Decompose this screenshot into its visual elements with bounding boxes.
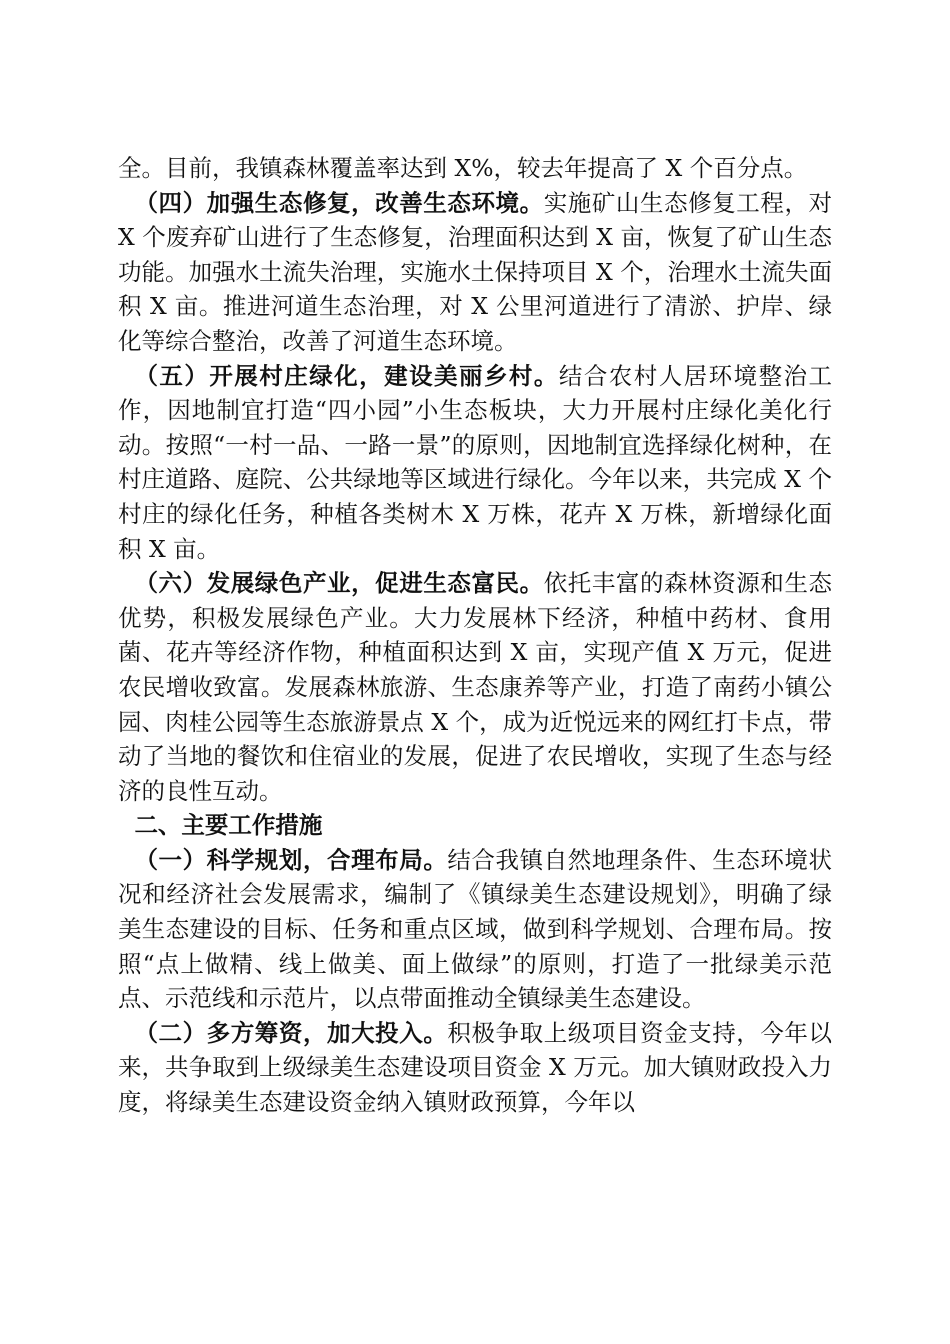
paragraph-body: 积极争取上级项目资金支持，今年以来，共争取到上级绿美生态建设项目资金 X 万元。加大镇财政投入力度，将绿美生态建设资金纳入镇财政预算，今年以: [118, 1018, 833, 1117]
paragraph-body: 实施矿山生态修复工程，对 X 个废弃矿山进行了生态修复，治理面积达到 X 亩，恢复了矿山生态功能。加强水土流失治理，实施水土保持项目 X 个，治理水土流失面积 X 亩。推进河道生态治理，对 X 公里河道进行了清淤、护岸、绿化等综合整治，改善了河道生态环境。: [118, 188, 833, 355]
paragraph-lead: （六）发展绿色产业，促进生态富民。: [134, 569, 544, 598]
paragraph-forest-coverage: [118, 151, 832, 186]
paragraph-village-greening: [118, 359, 832, 567]
paragraph-body: 结合我镇自然地理条件、生态环境状况和经济社会发展需求，编制了《镇绿美生态建设规划》，明确了绿美生态建设的目标、任务和重点区域，做到科学规划、合理布局。按照“点上做精、线上做美、面上做绿”的原则，打造了一批绿美示范点、示范线和示范片，以点带面推动全镇绿美生态建设。: [118, 845, 833, 1013]
paragraph-ecological-restoration: [118, 186, 832, 359]
document-page: [118, 151, 832, 1120]
paragraph-lead: （四）加强生态修复，改善生态环境。: [134, 188, 544, 217]
section-heading-main-measures: 二、主要工作措施: [134, 811, 323, 840]
paragraph-planning: [118, 843, 832, 1016]
paragraph-funding: [118, 1016, 832, 1120]
paragraph-body: 依托丰富的森林资源和生态优势，积极发展绿色产业。大力发展林下经济，种植中药材、食用菌、花卉等经济作物，种植面积达到 X 亩，实现产值 X 万元，促进农民增收致富。发展森林旅游、生态康养等产业，打造了南药小镇公园、肉桂公园等生态旅游景点 X 个，成为近悦远来的网红打卡点，带动了当地的餐饮和住宿业的发展，促进了农民增收，实现了生态与经济的良性互动。: [118, 569, 833, 805]
paragraph-body: 全。目前，我镇森林覆盖率达到 X%，较去年提高了 X 个百分点。: [118, 154, 808, 182]
paragraph-green-industry: [118, 566, 832, 808]
paragraph-lead: （五）开展村庄绿化，建设美丽乡村。: [134, 361, 559, 390]
paragraph-lead: （二）多方筹资，加大投入。: [134, 1018, 448, 1047]
paragraph-body: 结合农村人居环境整治工作，因地制宜打造“四小园”小生态板块，大力开展村庄绿化美化行动。按照“一村一品、一路一景”的原则，因地制宜选择绿化树种，在村庄道路、庭院、公共绿地等区域进行绿化。今年以来，共完成 X 个村庄的绿化任务，种植各类树木 X 万株，花卉 X 万株，新增绿化面积 X 亩。: [118, 361, 833, 563]
paragraph-lead: （一）科学规划，合理布局。: [134, 845, 448, 874]
